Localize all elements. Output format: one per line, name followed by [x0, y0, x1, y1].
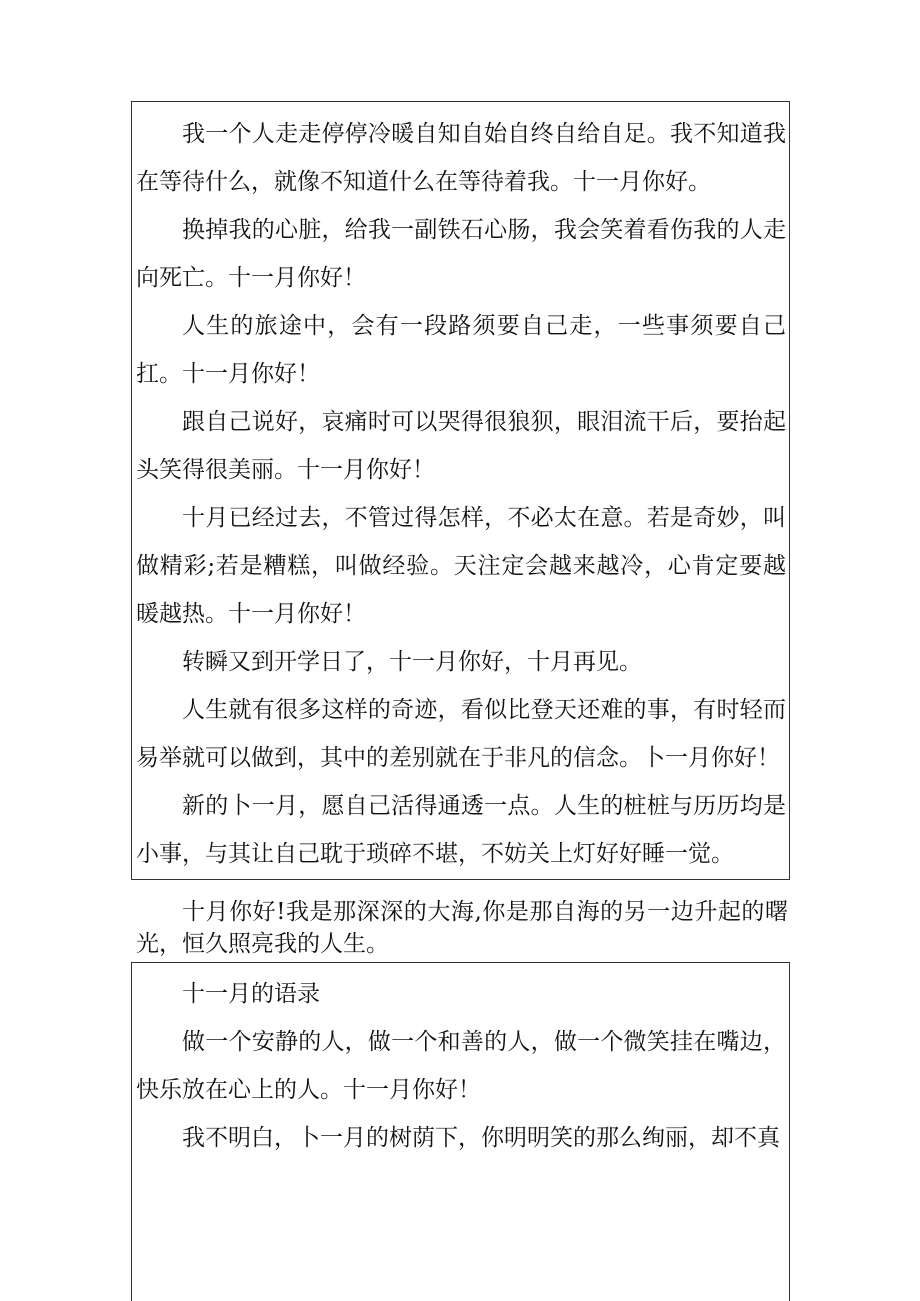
paragraph-4: 跟自己说好，哀痛时可以哭得很狼狈，眼泪流干后，要抬起头笑得很美丽。十一月你好！: [136, 409, 786, 483]
section-heading: 十一月的语录: [182, 981, 320, 1007]
paragraph-7: 人生就有很多这样的奇迹，看似比登天还难的事，有时轻而易举就可以做到，其中的差别就在于非凡的信念。卜一月你好！: [136, 697, 786, 771]
paragraph-10: 我不明白，卜一月的树荫下，你明明笑的那么绚丽，却不真: [182, 1125, 780, 1151]
paragraph-8: 新的卜一月，愿自己活得通透一点。人生的桩桩与历历均是小事，与其让自己耽于琐碎不堪，不妨关上灯好好睡一觉。: [136, 793, 786, 867]
paragraph-9: 做一个安静的人，做一个和善的人，做一个微笑挂在嘴边，快乐放在心上的人。十一月你好！: [136, 1029, 786, 1103]
paragraph-1: 我一个人走走停停冷暖自知自始自终自给自足。我不知道我在等待什么，就像不知道什么在等待着我。十一月你好。: [136, 121, 786, 195]
paragraph-2: 换掉我的心脏，给我一副铁石心肠，我会笑着看伤我的人走向死亡。十一月你好！: [136, 217, 786, 291]
paragraph-5: 十月已经过去，不管过得怎样，不必太在意。若是奇妙，叫做精彩;若是糟糕，叫做经验。天注定会越来越冷，心肯定要越暖越热。十一月你好！: [136, 505, 786, 627]
paragraph-6: 转瞬又到开学日了，十一月你好，十月再见。: [182, 649, 642, 675]
paragraph-3: 人生的旅途中，会有一段路须要自己走，一些事须要自己扛。十一月你好！: [136, 313, 786, 387]
paragraph-between: 十月你好!我是那深深的大海,你是那自海的另一边升起的曙光，恒久照亮我的人生。: [136, 899, 788, 957]
